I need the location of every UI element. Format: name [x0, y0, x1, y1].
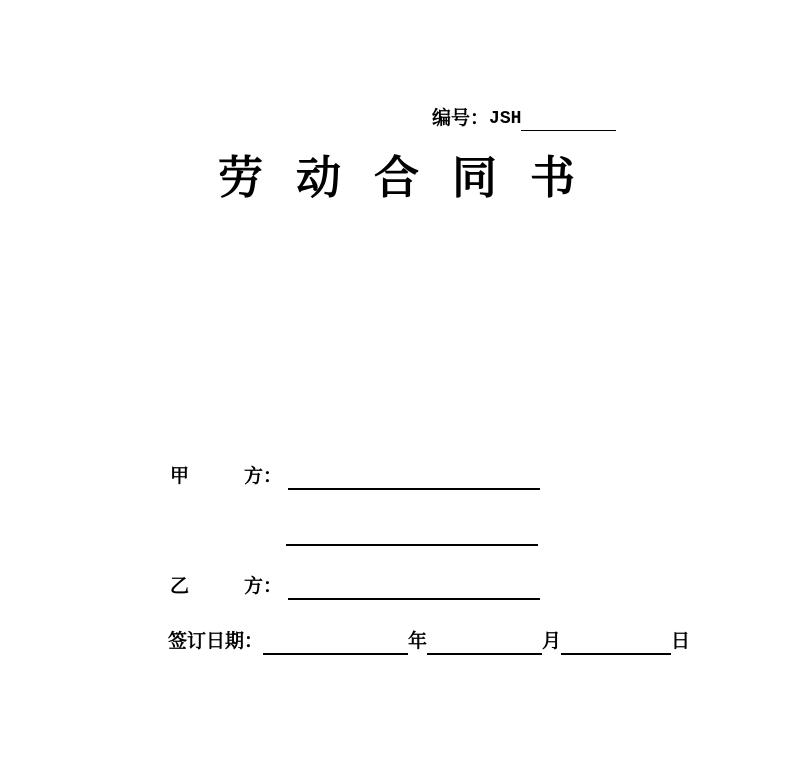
serial-number-line	[432, 107, 616, 131]
party-b-label	[170, 574, 282, 600]
sign-date-year-suffix: 年	[408, 631, 428, 652]
sign-date-row	[168, 629, 690, 655]
party-a-label-first: 甲	[170, 466, 190, 487]
party-a-continuation-blank-line[interactable]	[286, 520, 538, 546]
sign-date-year-blank-line[interactable]	[263, 629, 408, 655]
document-title: 劳动合同书	[217, 153, 608, 203]
party-b-label-rest: 方：	[243, 576, 282, 597]
party-a-row	[170, 464, 540, 490]
serial-blank-line[interactable]	[521, 109, 616, 131]
serial-label: 编号：	[432, 108, 490, 129]
party-b-row	[170, 574, 540, 600]
sign-date-day-suffix: 日	[671, 631, 691, 652]
sign-date-day-blank-line[interactable]	[561, 629, 671, 655]
sign-date-month-suffix: 月	[542, 631, 562, 652]
sign-date-label: 签订日期：	[168, 631, 264, 652]
party-a-label	[170, 464, 282, 490]
party-b-label-first: 乙	[170, 576, 190, 597]
party-a-label-rest: 方：	[243, 466, 282, 487]
party-b-blank-line[interactable]	[288, 574, 540, 600]
sign-date-month-blank-line[interactable]	[427, 629, 542, 655]
serial-prefix: JSH	[489, 109, 522, 129]
party-a-blank-line[interactable]	[288, 464, 540, 490]
